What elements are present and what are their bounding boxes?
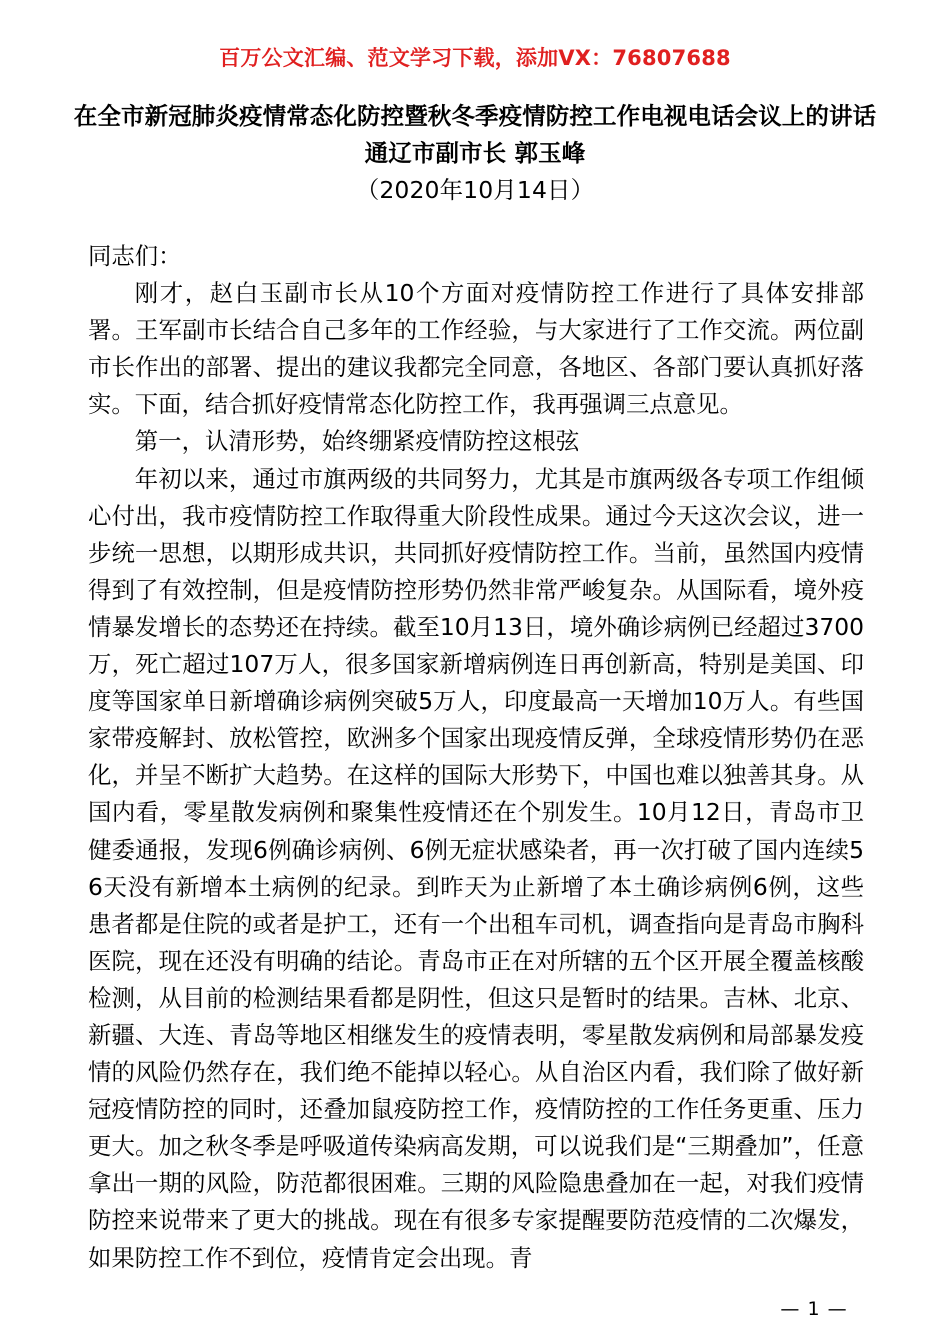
paragraph-section-heading-one: 第一，认清形势，始终绷紧疫情防控这根弦 [134, 427, 580, 456]
page-number-value: — 1 — [780, 1298, 848, 1320]
title-block [0, 98, 950, 209]
paragraph-opening-remarks: 刚才，赵白玉副市长从10个方面对疫情防控工作进行了具体安排部署。王军副市长结合自己多年的工作经验，与大家进行了工作交流。两位副市长作出的部署、提出的建议我都完全同意，各地区、各部门要认真抓好落实。下面，结合抓好疫情常态化防控工作，我再强调三点意见。 [88, 279, 864, 419]
document-body [88, 238, 864, 1277]
paragraph-situation-analysis: 年初以来，通过市旗两级的共同努力，尤其是市旗两级各专项工作组倾心付出，我市疫情防控工作取得重大阶段性成果。通过今天这次会议，进一步统一思想，以期形成共识，共同抓好疫情防控工作。当前，虽然国内疫情得到了有效控制，但是疫情防控形势仍然非常严峻复杂。从国际看，境外疫情暴发增长的态势还在持续。截至10月13日，境外确诊病例已经超过3700万，死亡超过107万人，很多国家新增病例连日再创新高，特别是美国、印度等国家单日新增确诊病例突破5万人，印度最高一天增加10万人。有些国家带疫解封、放松管控，欧洲多个国家出现疫情反弹，全球疫情形势仍在恶化，并呈不断扩大趋势。在这样的国际大形势下，中国也难以独善其身。从国内看，零星散发病例和聚集性疫情还在个别发生。10月12日，青岛市卫健委通报，发现6例确诊病例、6例无症状感染者，再一次打破了国内连续56天没有新增本土病例的纪录。到昨天为止新增了本土确诊病例6例，这些患者都是住院的或者是护工，还有一个出租车司机，调查指向是青岛市胸科医院，现在还没有明确的结论。青岛市正在对所辖的五个区开展全覆盖核酸检测，从目前的检测结果看都是阴性，但这只是暂时的结果。吉林、北京、新疆、大连、青岛等地区相继发生的疫情表明，零星散发病例和局部暴发疫情的风险仍然存在，我们绝不能掉以轻心。从自治区内看，我们除了做好新冠疫情防控的同时，还叠加鼠疫防控工作，疫情防控的工作任务更重、压力更大。加之秋冬季是呼吸道传染病高发期，可以说我们是“三期叠加”，任意拿出一期的风险，防范都很困难。三期的风险隐患叠加在一起，对我们疫情防控来说带来了更大的挑战。现在有很多专家提醒要防范疫情的二次爆发，如果防控工作不到位，疫情肯定会出现。青 [88, 464, 864, 1272]
document-byline: 通辽市副市长 郭玉峰 [364, 139, 586, 167]
document-date: （2020年10月14日） [355, 176, 595, 204]
promo-banner: 百万公文汇编、范文学习下载，添加VX：76807688 [219, 46, 731, 70]
page-number-footer [0, 1296, 950, 1322]
document-title: 在全市新冠肺炎疫情常态化防控暨秋冬季疫情防控工作电视电话会议上的讲话 [73, 102, 877, 130]
paragraph-salutation: 同志们： [88, 242, 182, 270]
